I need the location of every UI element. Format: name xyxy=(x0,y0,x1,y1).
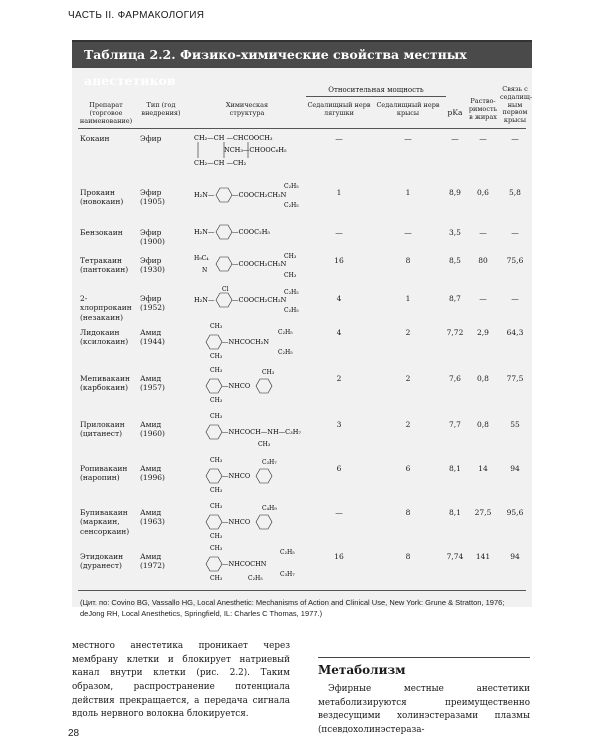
drug-name: Лидокаин (ксилокаин) xyxy=(80,328,129,347)
bind-value: 75,6 xyxy=(506,256,524,265)
rat-value: 6 xyxy=(405,464,411,473)
pka-value: 8,5 xyxy=(449,256,461,265)
struct-text: —NHCOCHN xyxy=(222,560,267,568)
col-head-pka: pKa xyxy=(447,108,463,117)
drug-type: Амид (1963) xyxy=(140,508,165,527)
struct-text: C₂H₅ xyxy=(284,183,299,190)
drug-type: Эфир (1905) xyxy=(140,188,165,207)
struct-text: C₂H₅ xyxy=(284,289,299,296)
fat-value: 0,8 xyxy=(477,374,489,383)
drug-type: Амид (1960) xyxy=(140,420,165,439)
drug-type: Эфир (1952) xyxy=(140,294,165,313)
pka-value: 8,1 xyxy=(449,508,461,517)
section-title: Метаболизм xyxy=(318,657,530,677)
drug-type: Эфир (1930) xyxy=(140,256,165,275)
struct-text: CH₃ xyxy=(210,413,223,420)
frog-value: 4 xyxy=(336,328,342,337)
group-header: Относительная мощность xyxy=(328,86,424,94)
fat-value: — xyxy=(479,134,487,143)
structure-cocaine xyxy=(194,132,294,170)
pka-value: 8,7 xyxy=(449,294,461,303)
struct-text: C₂H₅ xyxy=(278,329,293,336)
struct-text: —NHCO xyxy=(222,518,251,526)
pka-value: 7,72 xyxy=(446,328,464,337)
struct-text: C₂H₅ xyxy=(284,202,299,208)
bind-value: — xyxy=(511,134,519,143)
col-head-rat: Седалищный нерв крысы xyxy=(376,101,440,117)
struct-text: C₂H₅ xyxy=(284,307,299,314)
struct-text: —COOCH₂CH₂N xyxy=(232,260,287,268)
pka-value: 8,1 xyxy=(449,464,461,473)
struct-text: CH₃ xyxy=(210,575,223,582)
drug-type: Эфир (1900) xyxy=(140,228,165,247)
drug-name: Прокаин (новокаин) xyxy=(80,188,124,207)
drug-name: Мепивакаин (карбокаин) xyxy=(80,374,130,393)
bind-value: 55 xyxy=(510,420,520,429)
struct-text: CH₃ xyxy=(258,441,271,448)
fat-value: 80 xyxy=(478,256,488,265)
struct-text: CH₃ xyxy=(284,272,297,279)
pka-value: 7,74 xyxy=(446,552,464,561)
struct-text: CH₃ xyxy=(210,545,223,552)
struct-text: —NHCO xyxy=(222,472,251,480)
fat-value: 141 xyxy=(475,552,491,561)
col-head-binding: Связь с седалищ-ным первом крысы xyxy=(500,85,533,125)
struct-text: C₃H₇ xyxy=(280,571,295,578)
drug-type: Амид (1957) xyxy=(140,374,165,393)
structure-benzocaine xyxy=(194,222,284,244)
body-paragraph-left: местного анестетика проникает через мембрану клетки и блокирует натриевый канал внутри клетки (рис. 2.2). Таким образом, распространение потенциала действия прекращается, а передача сигнала вдоль нервного волокна блокируется. xyxy=(72,641,290,720)
struct-text: —NHCOCH₂N xyxy=(222,338,270,346)
drug-type: Эфир xyxy=(140,134,162,143)
header-rule xyxy=(78,128,526,129)
structure-bupivacaine xyxy=(200,502,310,540)
structure-lidocaine xyxy=(200,322,310,360)
drug-name: Ропивакаин (наропин) xyxy=(80,464,128,483)
struct-text: NCH₃—CHOOC₆H₅ xyxy=(224,146,287,154)
drug-name: Бензокаин xyxy=(80,228,123,237)
struct-text: CH₃ xyxy=(210,397,223,404)
struct-text: H₂N— xyxy=(194,191,215,199)
structure-etidocaine xyxy=(200,544,310,582)
col-head-type: Тип (год внедрения) xyxy=(141,101,181,117)
drug-name: Бупивакаин (маркаин, сенсоркаин) xyxy=(80,508,130,536)
struct-text: H₉C₄ xyxy=(194,255,209,262)
struct-text: CH₃ xyxy=(210,323,223,330)
struct-text: H₂N— xyxy=(194,228,215,236)
frog-value: 3 xyxy=(336,420,342,429)
table-box xyxy=(72,40,532,607)
struct-text: C₂H₅ xyxy=(278,349,293,356)
drug-name: Этидокаин (дуранест) xyxy=(80,552,124,571)
frog-value: — xyxy=(335,508,343,517)
frog-value: — xyxy=(335,228,343,237)
rat-value: — xyxy=(404,228,412,237)
drug-name: 2-хлорпрокаин (незакаин) xyxy=(80,294,132,322)
struct-text: CH₃ xyxy=(210,457,223,464)
struct-text: C₂H₅ xyxy=(248,575,263,582)
rat-value: 2 xyxy=(405,420,411,429)
struct-text: C₂H₅ xyxy=(280,549,295,556)
rat-value: 2 xyxy=(405,328,411,337)
frog-value: 1 xyxy=(336,188,342,197)
structure-procaine xyxy=(194,182,304,208)
drug-type: Амид (1944) xyxy=(140,328,165,347)
struct-text: CH₃ xyxy=(284,253,297,260)
struct-text: CH₃ xyxy=(210,487,223,494)
fat-value: 0,6 xyxy=(477,188,489,197)
pka-value: 8,9 xyxy=(449,188,461,197)
struct-text: —COOC₂H₅ xyxy=(232,228,270,236)
structure-chloroprocaine xyxy=(194,284,304,314)
struct-text: CH₃ xyxy=(210,503,223,510)
running-header: ЧАСТЬ II. ФАРМАКОЛОГИЯ xyxy=(68,10,205,21)
frog-value: — xyxy=(335,134,343,143)
frog-value: 16 xyxy=(334,552,344,561)
rat-value: 1 xyxy=(405,188,411,197)
struct-text: C₃H₇ xyxy=(262,459,277,466)
fat-value: 27,5 xyxy=(474,508,492,517)
struct-text: H₂N— xyxy=(194,296,215,304)
struct-text: —NHCO xyxy=(222,382,251,390)
pka-value: 3,5 xyxy=(449,228,461,237)
drug-type: Амид (1972) xyxy=(140,552,165,571)
fat-value: 0,8 xyxy=(477,420,489,429)
table-bottom-rule xyxy=(78,590,526,591)
struct-text: C₄H₉ xyxy=(262,505,277,512)
struct-text: Cl xyxy=(222,286,229,293)
fat-value: 2,9 xyxy=(477,328,489,337)
rat-value: 1 xyxy=(405,294,411,303)
pka-value: — xyxy=(451,134,459,143)
rat-value: 8 xyxy=(405,508,411,517)
col-head-structure: Химическая структура xyxy=(225,101,269,117)
frog-value: 6 xyxy=(336,464,342,473)
struct-text: CH₃ xyxy=(262,369,275,376)
struct-text: —COOCH₂CH₂N xyxy=(232,296,287,304)
pka-value: 7,6 xyxy=(449,374,461,383)
struct-text: CH₂—CH —CH₂ xyxy=(194,159,247,167)
bind-value: 77,5 xyxy=(506,374,524,383)
struct-text: CH₂—CH —CHCOOCH₃ xyxy=(194,134,273,142)
rat-value: 8 xyxy=(405,552,411,561)
col-head-fat: Раство-римость в жирах xyxy=(468,97,498,121)
struct-text: —NHCOCH—NH—C₃H₇ xyxy=(222,428,302,436)
bind-value: 5,8 xyxy=(509,188,521,197)
struct-text: CH₃ xyxy=(210,353,223,360)
col-head-frog: Седалищный нерв лягушки xyxy=(307,101,371,117)
structure-mepivacaine xyxy=(200,366,310,404)
table-caption: (Цит. по: Covino BG, Vassallo HG, Local Anesthetic: Mechanisms of Action and Clinical Use, New York: Grune & Stratton, 1976; deJong RH, Local Anesthetics, Springfield, IL: Charles C Thomas, 1977.) xyxy=(80,598,505,618)
drug-type: Амид (1996) xyxy=(140,464,165,483)
drug-name: Прилокаин (цитанест) xyxy=(80,420,125,439)
bind-value: — xyxy=(511,294,519,303)
frog-value: 4 xyxy=(336,294,342,303)
fat-value: — xyxy=(479,228,487,237)
col-head-drug: Препарат (торговое наименование) xyxy=(79,101,133,125)
page-number: 28 xyxy=(68,728,80,739)
drug-name: Тетракаин (пантокаин) xyxy=(80,256,129,275)
structure-tetracaine xyxy=(194,252,304,280)
rat-value: 2 xyxy=(405,374,411,383)
fat-value: 14 xyxy=(478,464,488,473)
bind-value: 64,3 xyxy=(506,328,524,337)
drug-name: Кокаин xyxy=(80,134,110,143)
pka-value: 7,7 xyxy=(449,420,461,429)
struct-text: —COOCH₂CH₂N xyxy=(232,191,287,199)
table-title: Таблица 2.2. Физико-химические свойства местных анестетиков xyxy=(72,42,532,68)
bind-value: 94 xyxy=(510,464,520,473)
struct-text: N xyxy=(202,267,208,274)
rat-value: 8 xyxy=(405,256,411,265)
structure-prilocaine xyxy=(200,412,310,448)
group-rule xyxy=(306,96,446,97)
struct-text: CH₃ xyxy=(210,367,223,374)
rat-value: — xyxy=(404,134,412,143)
frog-value: 16 xyxy=(334,256,344,265)
section-paragraph: Эфирные местные анестетики метаболизируются преимущественно вездесущими холинэстеразами плазмы (псевдохолинэстераза- xyxy=(318,684,530,735)
fat-value: — xyxy=(479,294,487,303)
bind-value: 95,6 xyxy=(506,508,524,517)
struct-text: CH₃ xyxy=(210,533,223,540)
bind-value: 94 xyxy=(510,552,520,561)
structure-ropivacaine xyxy=(200,456,310,494)
bind-value: — xyxy=(511,228,519,237)
frog-value: 2 xyxy=(336,374,342,383)
